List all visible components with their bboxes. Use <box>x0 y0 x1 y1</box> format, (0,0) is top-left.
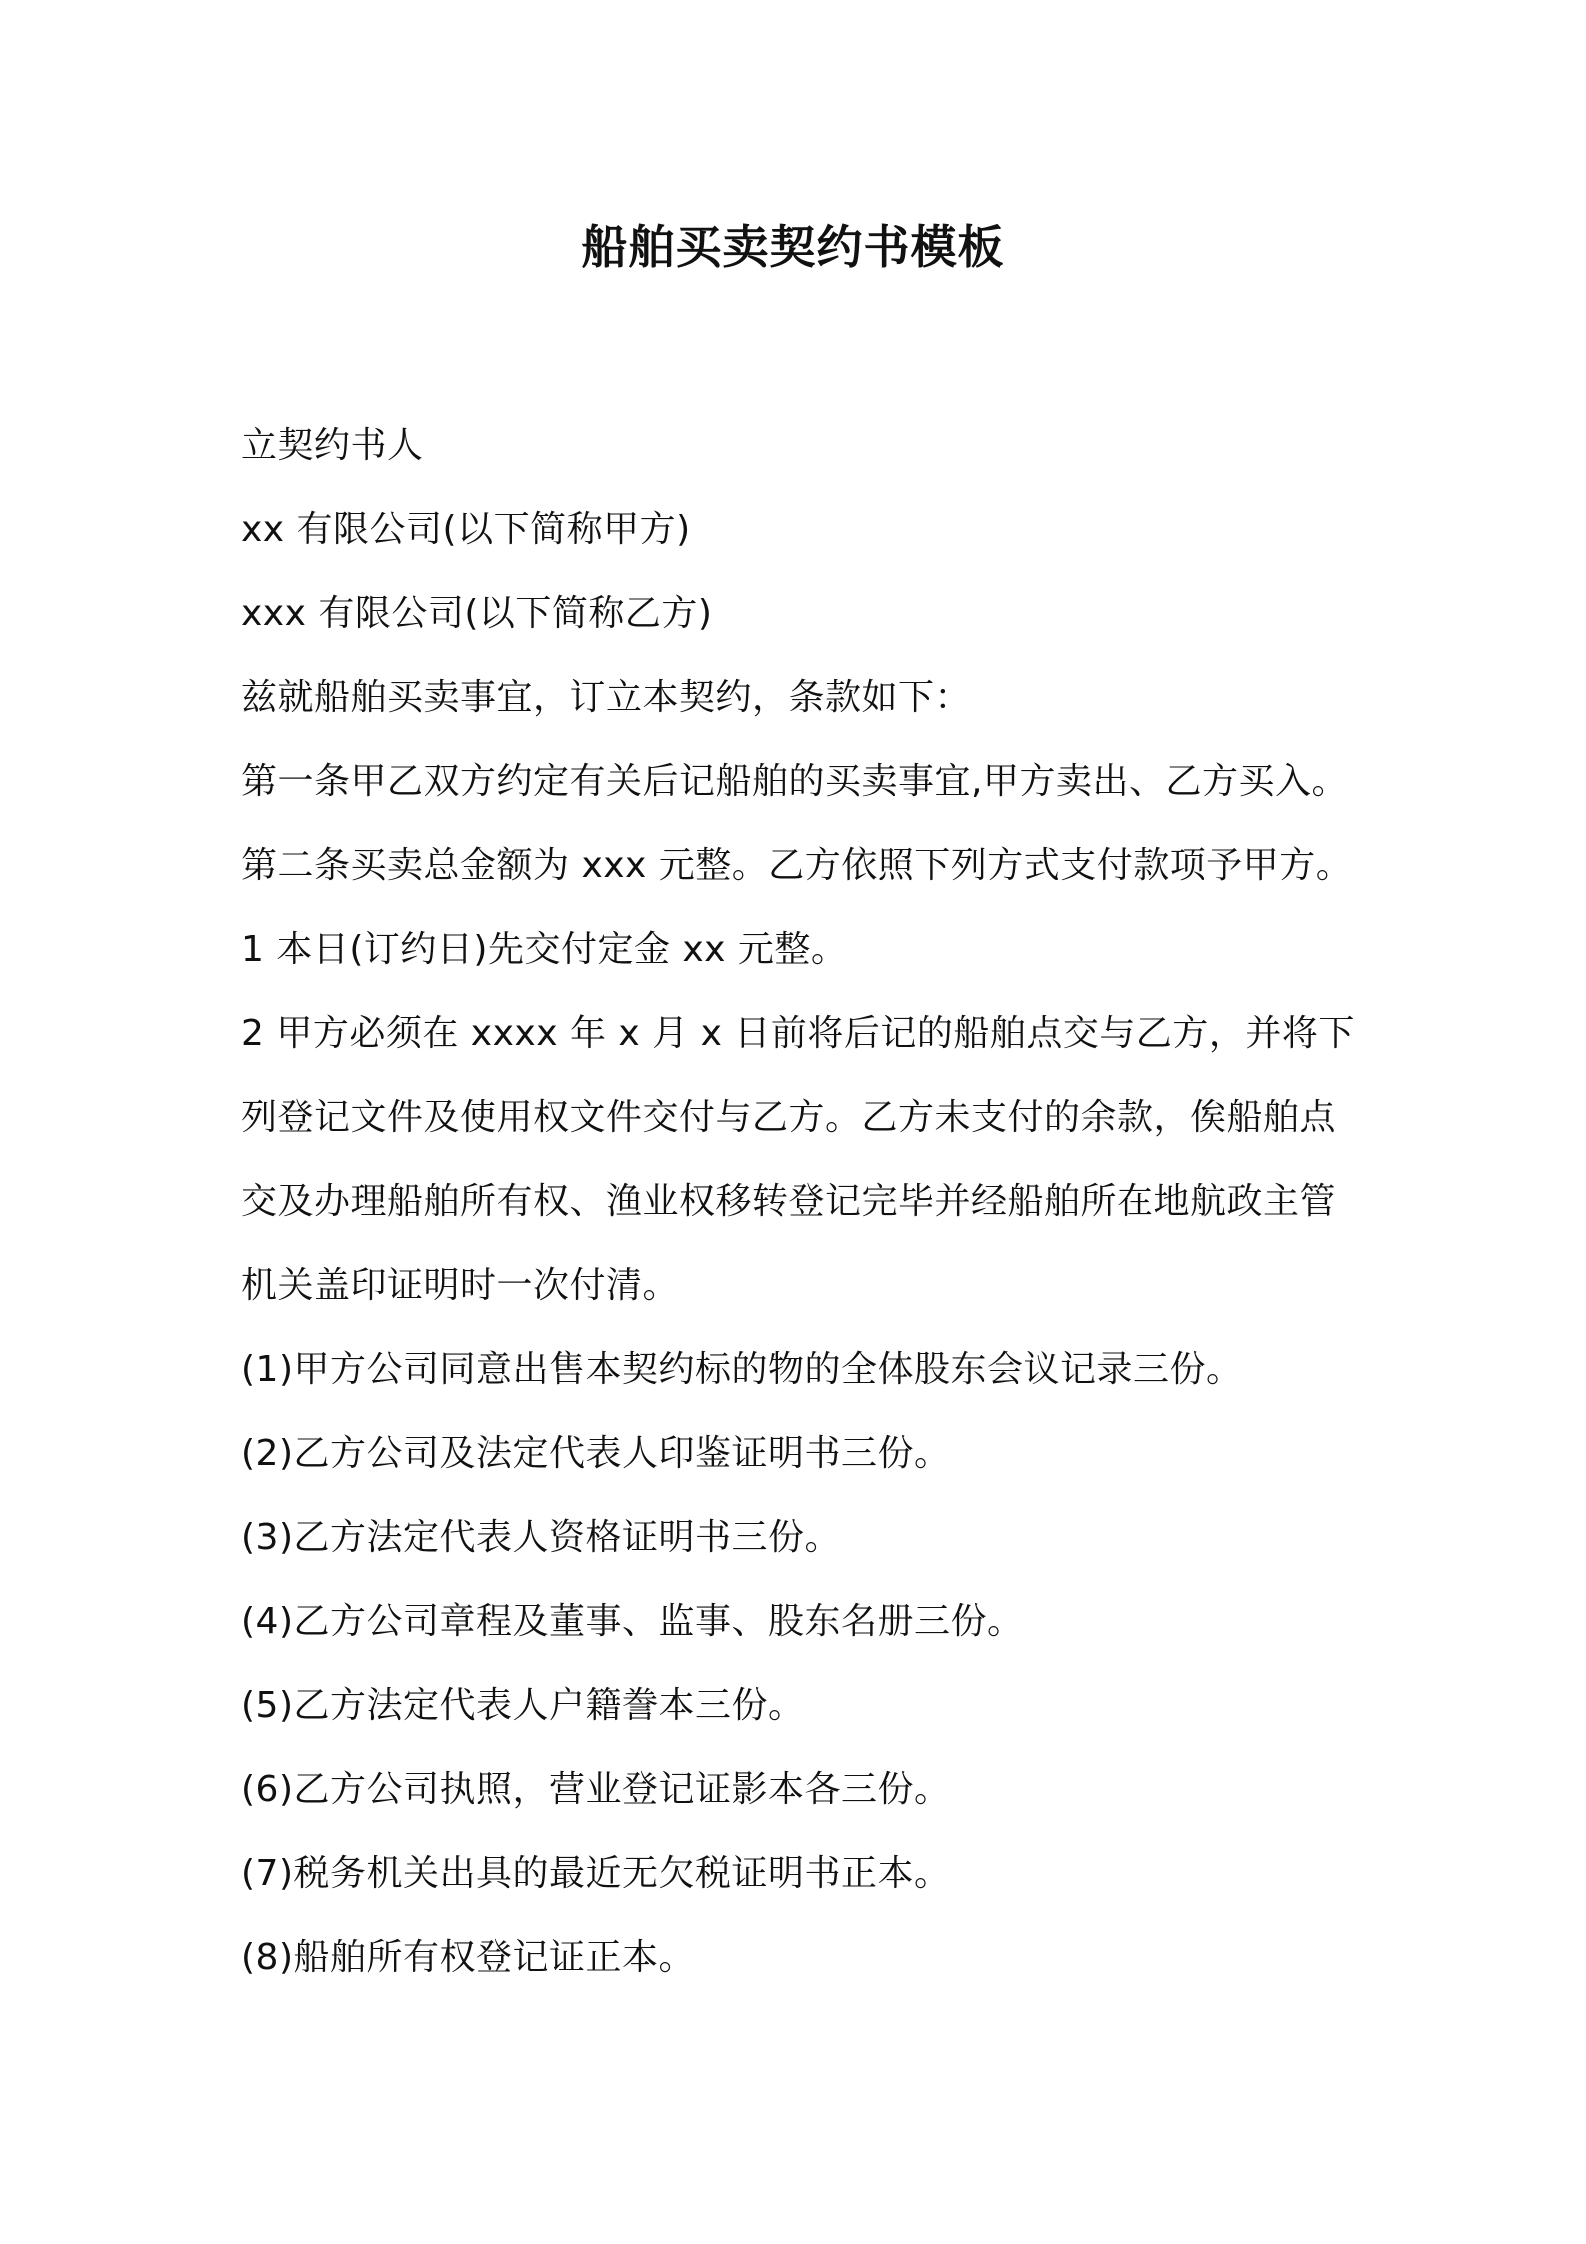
clause-2-line-4: 机关盖印证明时一次付清。 <box>241 1265 680 1306</box>
document-title: 船舶买卖契约书模板 <box>581 220 1005 274</box>
document-item-5: (5)乙方法定代表人户籍誊本三份。 <box>241 1685 805 1726</box>
article-2-line: 第二条买卖总金额为 xxx 元整。乙方依照下列方式支付款项予甲方。 <box>241 845 1353 886</box>
contract-parties-heading: 立契约书人 <box>241 425 424 466</box>
preamble-line: 兹就船舶买卖事宜，订立本契约，条款如下： <box>241 677 972 718</box>
clause-1-line: 1 本日(订约日)先交付定金 xx 元整。 <box>241 929 848 970</box>
clause-2-line-1: 2 甲方必须在 xxxx 年 x 月 x 日前将后记的船舶点交与乙方，并将下 <box>241 1013 1355 1054</box>
document-item-6: (6)乙方公司执照，营业登记证影本各三份。 <box>241 1769 951 1810</box>
party-b-line: xxx 有限公司(以下简称乙方) <box>241 593 713 634</box>
document-item-3: (3)乙方法定代表人资格证明书三份。 <box>241 1517 841 1558</box>
clause-2-line-2: 列登记文件及使用权文件交付与乙方。乙方未支付的余款，俟船舶点 <box>241 1097 1337 1138</box>
document-item-1: (1)甲方公司同意出售本契约标的物的全体股东会议记录三份。 <box>241 1349 1243 1390</box>
document-item-4: (4)乙方公司章程及董事、监事、股东名册三份。 <box>241 1601 1024 1642</box>
document-item-7: (7)税务机关出具的最近无欠税证明书正本。 <box>241 1853 951 1894</box>
document-body <box>241 404 1361 2000</box>
clause-2-line-3: 交及办理船舶所有权、渔业权移转登记完毕并经船舶所在地航政主管 <box>241 1181 1337 1222</box>
document-item-8: (8)船舶所有权登记证正本。 <box>241 1937 695 1978</box>
document-item-2: (2)乙方公司及法定代表人印鉴证明书三份。 <box>241 1433 951 1474</box>
party-a-line: xx 有限公司(以下简称甲方) <box>241 509 691 550</box>
article-1-line: 第一条甲乙双方约定有关后记船舶的买卖事宜,甲方卖出、乙方买入。 <box>241 761 1348 802</box>
